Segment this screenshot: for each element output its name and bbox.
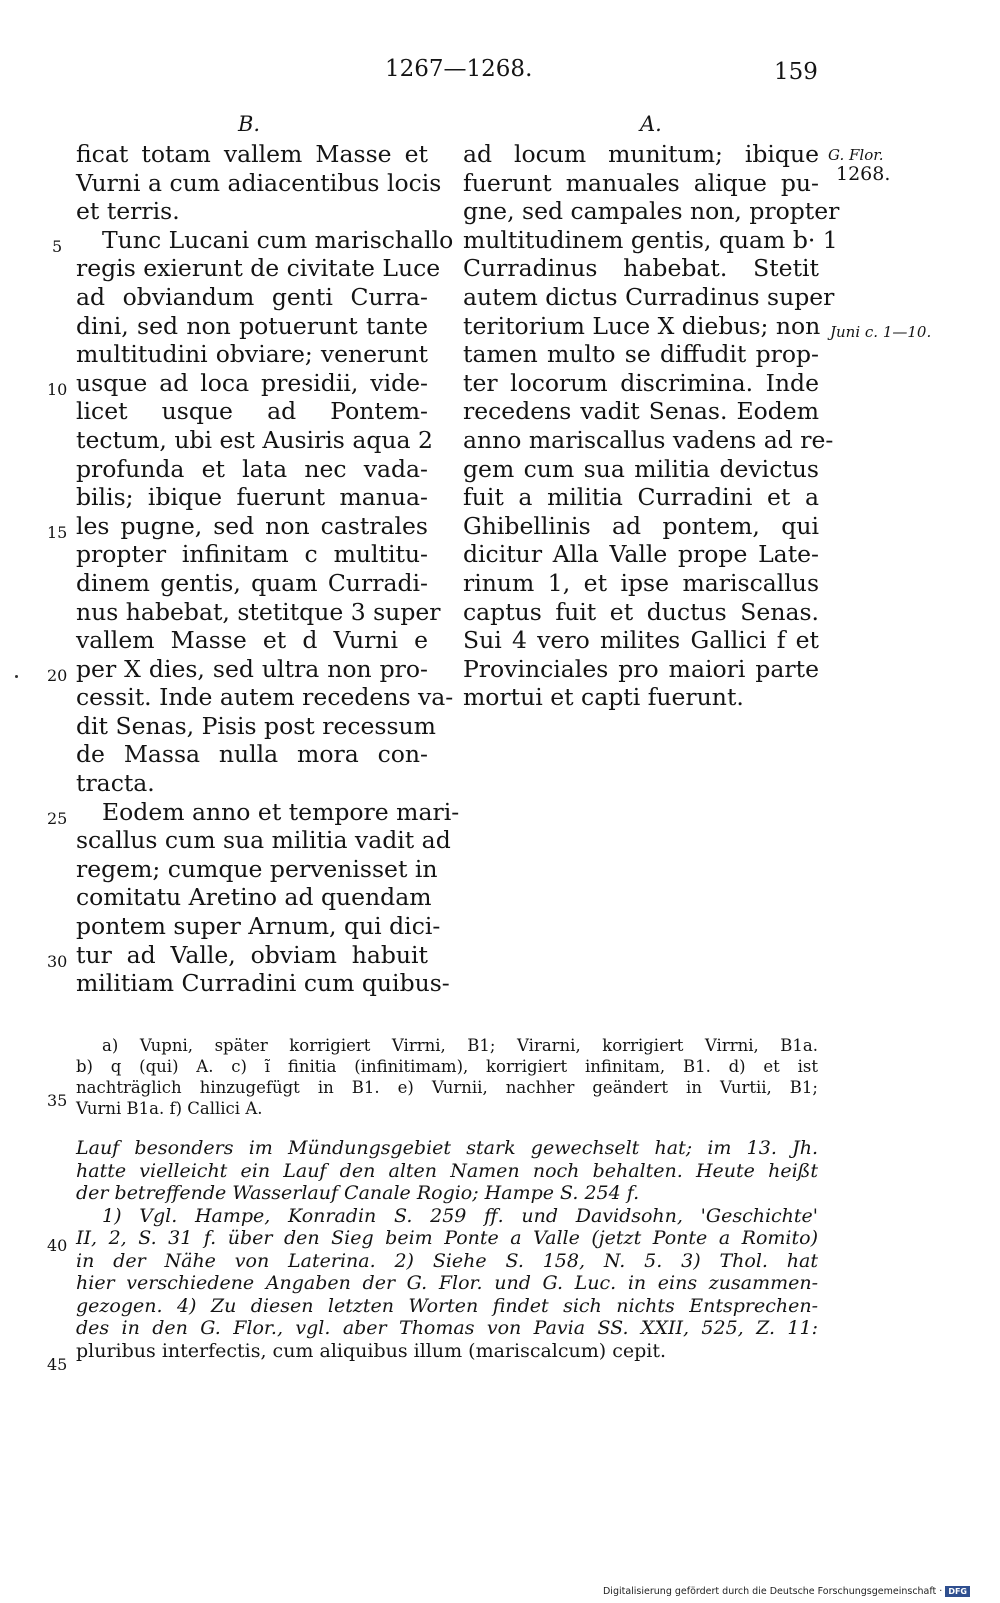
left-text-line: les pugne, sed non castrales <box>76 511 428 540</box>
left-text-line: dit Senas, Pisis post recessum <box>76 711 436 740</box>
left-text-line: dinem gentis, quam Curradi- <box>76 568 428 597</box>
left-text-line: ad obviandum genti Curra- <box>76 282 428 311</box>
commentary-line: hatte vielleicht ein Lauf den alten Namen noch behalten. Heute heißt <box>76 1159 818 1182</box>
running-title: 1267—1268. <box>385 56 533 82</box>
right-text-line: mortui et capti fuerunt. <box>463 683 744 712</box>
left-column-siglum: B. <box>238 112 261 136</box>
left-text-line: comitatu Aretino ad quendam <box>76 883 432 912</box>
apparatus-line: a) Vupni, später korrigiert Virrni, B1; Virarni, korrigiert Virrni, B1a. <box>102 1036 818 1055</box>
right-text-line: gem cum sua militia devictus <box>463 454 819 483</box>
line-number: 40 <box>47 1236 68 1255</box>
commentary-line: gezogen. 4) Zu diesen letzten Worten findet sich nichts Entsprechen- <box>76 1294 818 1317</box>
commentary-line: II, 2, S. 31 f. über den Sieg beim Ponte a Valle (jetzt Ponte a Romito) <box>76 1227 818 1249</box>
margin-source-note: G. Flor. <box>828 146 884 164</box>
left-text-line: et terris. <box>76 197 180 226</box>
left-text-line: profunda et lata nec vada- <box>76 454 428 483</box>
commentary-line: des in den G. Flor., vgl. aber Thomas von Pavia SS. XXII, 525, Z. 11: <box>76 1317 818 1339</box>
right-text-line: Sui 4 vero milites Gallici f et <box>463 626 819 655</box>
left-text-line: ficat totam vallem Masse et <box>76 140 428 168</box>
credit-text: Digitalisierung gefördert durch die Deutsche Forschungsgemeinschaft · <box>602 1586 943 1597</box>
left-text-line: propter infinitam c multitu- <box>76 540 428 569</box>
margin-year-note: 1268. <box>836 163 891 185</box>
right-text-line: Ghibellinis ad pontem, qui <box>463 511 819 540</box>
right-text-line: gne, sed campales non, propter <box>463 197 840 226</box>
line-number: 35 <box>47 1091 68 1110</box>
dfg-logo: DFG <box>945 1586 970 1597</box>
left-text-line: militiam Curradini cum quibus- <box>76 969 450 998</box>
line-number: 25 <box>47 809 68 828</box>
margin-dot <box>15 675 18 678</box>
left-text-line: Vurni a cum adiacentibus locis <box>76 168 442 197</box>
right-text-line: anno mariscallus vadens ad re- <box>463 425 834 454</box>
right-text-line: Curradinus habebat. Stetit <box>463 254 819 283</box>
right-text-line: fuerunt manuales alique pu- <box>463 168 819 197</box>
left-text-line: multitudini obviare; venerunt <box>76 340 428 369</box>
right-text-line: ter locorum discrimina. Inde <box>463 368 819 397</box>
right-text-line: rinum 1, et ipse mariscallus <box>463 568 819 597</box>
left-text-line: tur ad Valle, obviam habuit <box>76 940 428 969</box>
left-text-line: per X dies, sed ultra non pro- <box>76 654 428 683</box>
right-text-line: multitudinem gentis, quam b· 1 <box>463 225 838 254</box>
left-text-line: vallem Masse et d Vurni e <box>76 626 428 655</box>
left-text-line: Tunc Lucani cum marischallo <box>102 225 454 254</box>
right-text-line: autem dictus Curradinus super <box>463 282 835 311</box>
margin-date-note: Juni c. 1—10. <box>830 323 932 341</box>
left-text-line: usque ad loca presidii, vide- <box>76 368 428 397</box>
right-text-line: fuit a militia Curradini et a <box>463 483 819 512</box>
left-text-line: pontem super Arnum, qui dici- <box>76 912 441 941</box>
right-text-line: captus fuit et ductus Senas. <box>463 597 819 626</box>
critical-apparatus <box>76 1035 818 1119</box>
line-number: 20 <box>47 666 68 685</box>
commentary-footnotes <box>76 1137 818 1362</box>
left-text-line: licet usque ad Pontem- <box>76 397 428 426</box>
left-text-line: Eodem anno et tempore mari- <box>102 797 460 826</box>
left-text-line: regem; cumque pervenisset in <box>76 854 438 883</box>
left-text-line: scallus cum sua militia vadit ad <box>76 826 451 855</box>
line-number: 5 <box>52 237 63 256</box>
left-text-line: bilis; ibique fuerunt manua- <box>76 483 428 512</box>
left-text-line: tracta. <box>76 769 155 798</box>
apparatus-line: nachträglich hinzugefügt in B1. e) Vurnii, nachher geändert in Vurtii, B1; <box>76 1078 818 1097</box>
right-text-line: ad locum munitum; ibique <box>463 140 819 168</box>
apparatus-line: Vurni B1a. f) Callici A. <box>76 1099 263 1118</box>
line-number: 10 <box>47 380 68 399</box>
left-text-line: dini, sed non potuerunt tante <box>76 311 428 340</box>
page-number: 159 <box>774 59 818 85</box>
commentary-line: Lauf besonders im Mündungsgebiet stark gewechselt hat; im 13. Jh. <box>76 1137 818 1159</box>
commentary-line: der betreffende Wasserlauf Canale Rogio; Hampe S. 254 f. <box>76 1182 640 1204</box>
line-number: 45 <box>47 1355 68 1374</box>
right-column-text <box>463 140 840 712</box>
commentary-line: pluribus interfectis, cum aliquibus illum (mariscalcum) cepit. <box>76 1339 667 1362</box>
right-column-siglum: A. <box>640 112 662 136</box>
commentary-line: 1) Vgl. Hampe, Konradin S. 259 ff. und Davidsohn, 'Geschichte' <box>102 1204 818 1227</box>
apparatus-line: b) q (qui) A. c) ĩ finitia (infinitimam), korrigiert infinitam, B1. d) et ist <box>76 1057 818 1076</box>
right-text-line: tamen multo se diffudit prop- <box>463 340 819 369</box>
right-text-line: Provinciales pro maiori parte <box>463 654 819 683</box>
left-text-line: cessit. Inde autem recedens va- <box>76 683 454 712</box>
line-number: 15 <box>47 523 68 542</box>
right-text-line: teritorium Luce X diebus; non <box>463 311 821 340</box>
left-column-text <box>76 140 460 998</box>
digitization-credit <box>603 1586 970 1597</box>
line-number: 30 <box>47 952 68 971</box>
right-text-line: dicitur Alla Valle prope Late- <box>463 540 819 569</box>
left-text-line: nus habebat, stetitque 3 super <box>76 597 441 626</box>
commentary-line: hier verschiedene Angaben der G. Flor. und G. Luc. in eins zusammen- <box>76 1272 818 1294</box>
commentary-line: in der Nähe von Laterina. 2) Siehe S. 158, N. 5. 3) Thol. hat <box>76 1249 818 1272</box>
left-text-line: de Massa nulla mora con- <box>76 740 428 769</box>
right-text-line: recedens vadit Senas. Eodem <box>463 397 819 426</box>
left-text-line: regis exierunt de civitate Luce <box>76 254 441 283</box>
left-text-line: tectum, ubi est Ausiris aqua 2 <box>76 425 433 454</box>
